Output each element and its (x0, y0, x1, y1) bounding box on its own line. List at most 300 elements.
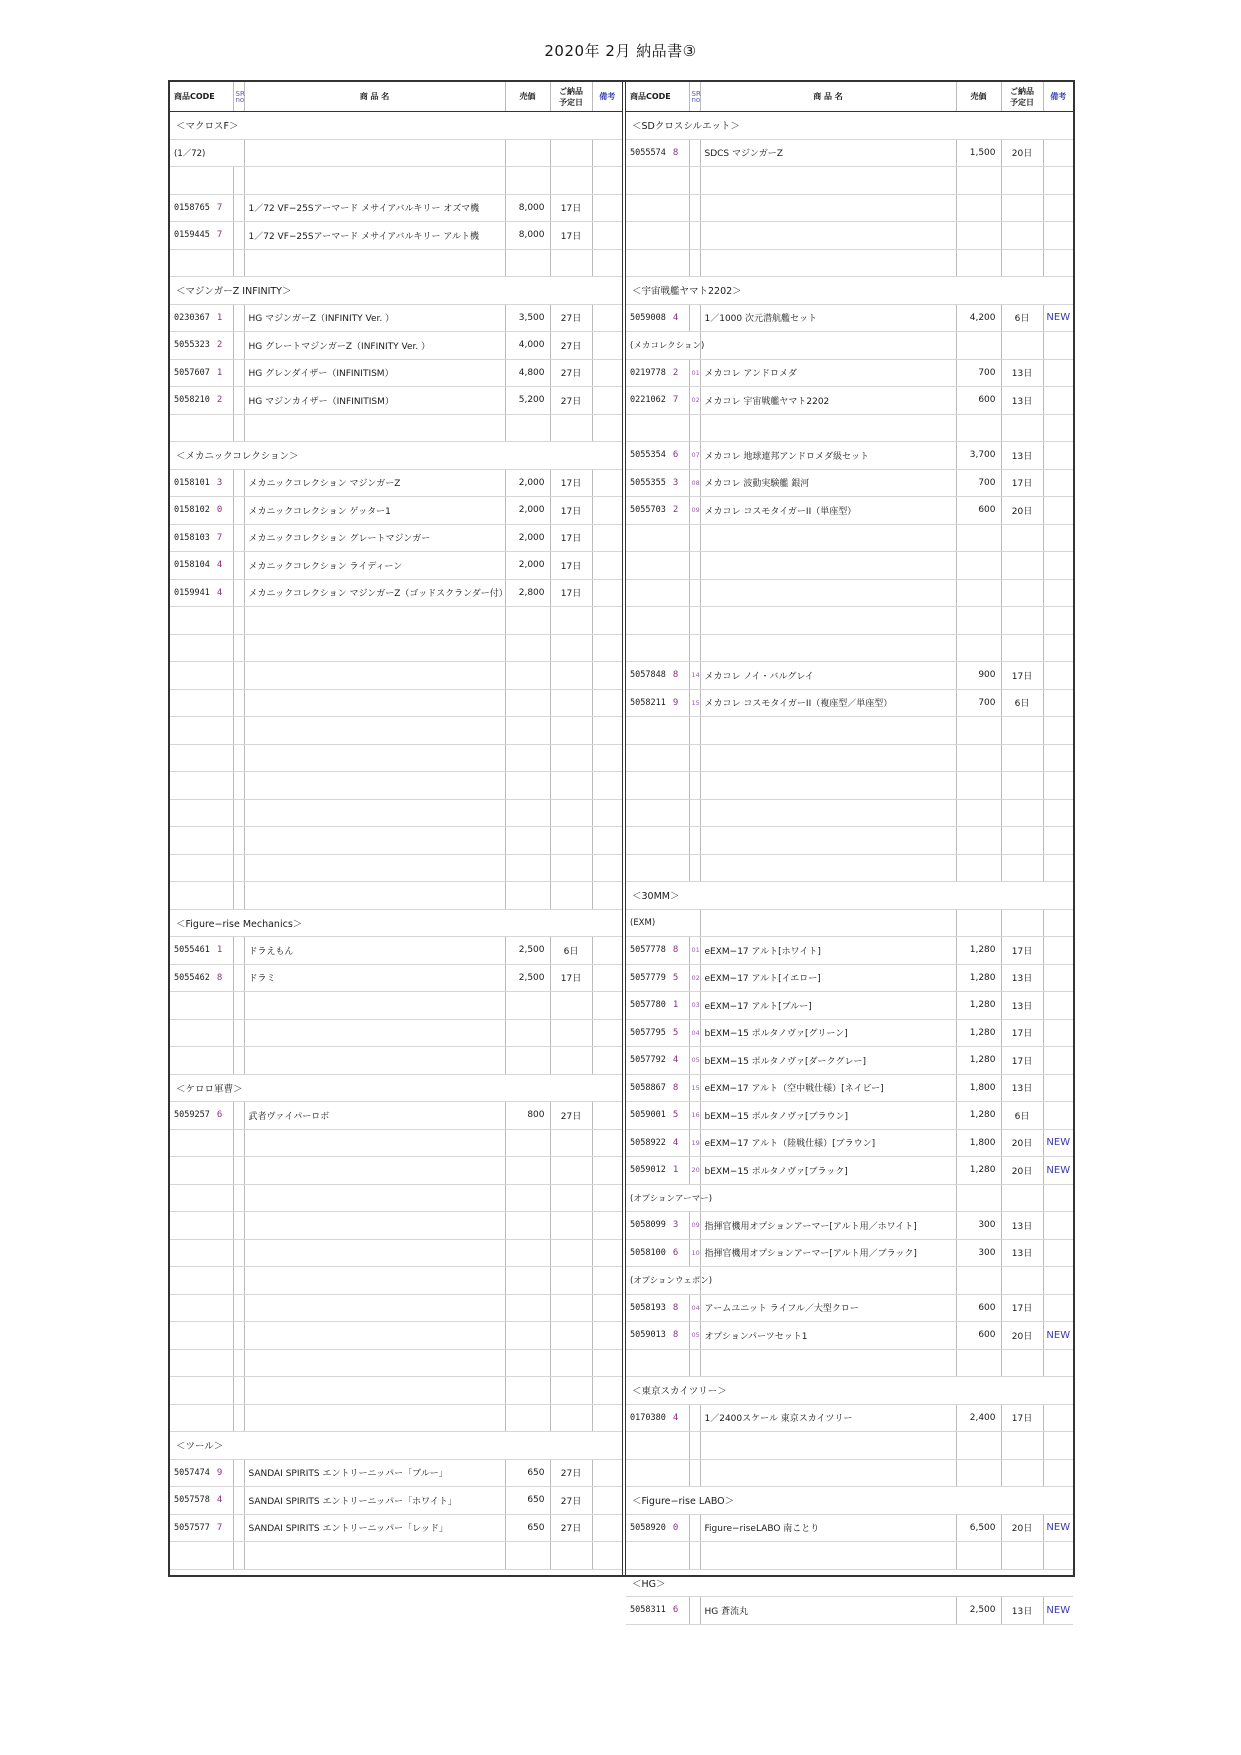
sr-number: 10 (689, 1239, 700, 1267)
sr-number (233, 332, 244, 360)
note-badge (592, 1102, 622, 1130)
check-digit: 8 (672, 147, 679, 158)
empty-row (170, 249, 622, 277)
empty-cell (689, 717, 700, 745)
empty-cell (244, 992, 505, 1020)
note-badge (592, 359, 622, 387)
empty-cell (592, 1267, 622, 1295)
sr-number (689, 139, 700, 167)
product-name: eEXM−17 アルト[ホワイト] (700, 937, 956, 965)
product-row (626, 1102, 1073, 1130)
product-name: 武者ヴァイパーロボ (244, 1102, 505, 1130)
sr-number (233, 1102, 244, 1130)
delivery-date: 27日 (550, 359, 592, 387)
product-name: bEXM−15 ポルタノヴァ[ブラック] (700, 1157, 956, 1185)
empty-cell (592, 1239, 622, 1267)
empty-cell (626, 607, 689, 635)
product-code-value: 0170380 (630, 1412, 666, 1423)
empty-cell (689, 194, 700, 222)
header-date-bottom: 予定日 (559, 97, 583, 107)
empty-cell (592, 772, 622, 800)
product-code (170, 304, 233, 332)
product-price: 300 (956, 1212, 1001, 1240)
empty-cell (1043, 744, 1073, 772)
delivery-date: 27日 (550, 304, 592, 332)
empty-cell (233, 1129, 244, 1157)
product-code (170, 1487, 233, 1515)
empty-cell (956, 249, 1001, 277)
product-price: 2,500 (956, 1597, 1001, 1625)
empty-cell (550, 854, 592, 882)
empty-cell (550, 1212, 592, 1240)
product-code (626, 689, 689, 717)
empty-cell (592, 1129, 622, 1157)
empty-cell (1001, 414, 1043, 442)
delivery-date: 17日 (1001, 469, 1043, 497)
empty-cell (700, 552, 956, 580)
product-row (626, 442, 1073, 470)
header-row (170, 82, 622, 112)
check-digit: 0 (672, 1522, 679, 1533)
empty-row (626, 552, 1073, 580)
product-name: Figure−riseLABO 南ことり (700, 1514, 956, 1542)
note-badge (1043, 937, 1073, 965)
empty-cell (244, 634, 505, 662)
delivery-date: 6日 (1001, 689, 1043, 717)
empty-cell (505, 1267, 550, 1295)
empty-cell (956, 222, 1001, 250)
empty-cell (233, 1322, 244, 1350)
empty-cell (956, 744, 1001, 772)
empty-cell (550, 1404, 592, 1432)
empty-cell (244, 882, 505, 910)
empty-cell (592, 1019, 622, 1047)
sr-number: 03 (689, 992, 700, 1020)
sr-number: 08 (689, 469, 700, 497)
category-row (626, 277, 1073, 305)
empty-cell (170, 1157, 233, 1185)
product-name: SANDAI SPIRITS エントリーニッパー「ホワイト」 (244, 1487, 505, 1515)
product-price: 1,500 (956, 139, 1001, 167)
empty-cell (170, 662, 233, 690)
product-code (170, 469, 233, 497)
product-row (626, 139, 1073, 167)
product-code (170, 332, 233, 360)
product-code-value: 5058922 (630, 1137, 666, 1148)
empty-cell (626, 854, 689, 882)
product-row (626, 1212, 1073, 1240)
empty-cell (505, 1019, 550, 1047)
empty-cell (689, 854, 700, 882)
empty-cell (700, 744, 956, 772)
empty-cell (1001, 744, 1043, 772)
empty-cell (592, 1349, 622, 1377)
product-row (626, 992, 1073, 1020)
empty-cell (170, 634, 233, 662)
header-sr-top: SR (691, 89, 701, 98)
empty-cell (170, 772, 233, 800)
empty-row (170, 744, 622, 772)
empty-cell (550, 1322, 592, 1350)
empty-cell (505, 1542, 550, 1570)
empty-cell (244, 744, 505, 772)
header-code: 商品CODE (626, 82, 689, 112)
product-row (170, 194, 622, 222)
product-code (170, 579, 233, 607)
empty-cell (592, 139, 622, 167)
empty-cell (505, 744, 550, 772)
product-name: bEXM−15 ポルタノヴァ[ダークグレー] (700, 1047, 956, 1075)
header-code: 商品CODE (170, 82, 233, 112)
sr-number: 16 (689, 1102, 700, 1130)
empty-cell (1043, 634, 1073, 662)
empty-cell (592, 799, 622, 827)
empty-cell (689, 1432, 700, 1460)
empty-cell (689, 827, 700, 855)
product-price: 650 (505, 1514, 550, 1542)
empty-cell (1043, 1184, 1073, 1212)
empty-cell (233, 854, 244, 882)
empty-cell (170, 744, 233, 772)
category-row (170, 442, 622, 470)
empty-cell (550, 799, 592, 827)
product-code (626, 1597, 689, 1625)
product-code-value: 5058100 (630, 1247, 666, 1258)
empty-cell (700, 1542, 956, 1570)
check-digit: 6 (672, 450, 679, 461)
product-row (626, 1239, 1073, 1267)
note-badge (592, 194, 622, 222)
empty-cell (1001, 249, 1043, 277)
header-date-top: ご納品 (559, 86, 583, 96)
subcategory-label: (EXM) (626, 909, 700, 937)
product-code (626, 387, 689, 415)
note-badge (1043, 1212, 1073, 1240)
product-row (626, 1322, 1073, 1350)
category-label: ＜宇宙戦艦ヤマト2202＞ (626, 277, 1073, 305)
empty-cell (956, 772, 1001, 800)
empty-cell (626, 194, 689, 222)
product-name: 指揮官機用オプションアーマー[アルト用／ブラック] (700, 1239, 956, 1267)
product-name: HG マジンガーZ（INFINITY Ver. ） (244, 304, 505, 332)
empty-cell (700, 249, 956, 277)
check-digit: 1 (672, 1000, 679, 1011)
sr-number (233, 1459, 244, 1487)
product-code-value: 5057792 (630, 1055, 666, 1066)
empty-cell (244, 1267, 505, 1295)
product-price: 1,800 (956, 1074, 1001, 1102)
product-row (170, 387, 622, 415)
product-row (170, 1102, 622, 1130)
empty-cell (592, 607, 622, 635)
product-code (626, 359, 689, 387)
empty-cell (700, 579, 956, 607)
empty-cell (233, 1377, 244, 1405)
empty-cell (233, 167, 244, 195)
empty-cell (700, 1459, 956, 1487)
empty-cell (956, 1267, 1001, 1295)
check-digit: 1 (216, 945, 223, 956)
empty-cell (1043, 167, 1073, 195)
product-code-value: 0219778 (630, 367, 666, 378)
product-code (170, 524, 233, 552)
empty-cell (244, 414, 505, 442)
note-badge (592, 579, 622, 607)
empty-cell (505, 167, 550, 195)
empty-cell (592, 1542, 622, 1570)
product-name: メカコレ 宇宙戦艦ヤマト2202 (700, 387, 956, 415)
empty-row (626, 524, 1073, 552)
empty-cell (505, 1047, 550, 1075)
sr-number: 09 (689, 497, 700, 525)
empty-row (170, 1267, 622, 1295)
empty-cell (1001, 524, 1043, 552)
header-name: 商 品 名 (700, 82, 956, 112)
header-date (550, 82, 592, 112)
product-price: 700 (956, 469, 1001, 497)
product-code (626, 1294, 689, 1322)
empty-cell (233, 634, 244, 662)
empty-row (626, 1432, 1073, 1460)
sr-number: 14 (689, 662, 700, 690)
note-badge (592, 937, 622, 965)
sr-number: 02 (689, 387, 700, 415)
product-code-value: 5055354 (630, 450, 666, 461)
product-code-value: 5057577 (174, 1522, 210, 1533)
empty-cell (233, 414, 244, 442)
product-code-value: 5055461 (174, 945, 210, 956)
product-name: SANDAI SPIRITS エントリーニッパー「ブルー」 (244, 1459, 505, 1487)
delivery-date: 20日 (1001, 1514, 1043, 1542)
empty-cell (505, 772, 550, 800)
product-row (170, 524, 622, 552)
empty-cell (244, 854, 505, 882)
product-name: eEXM−17 アルト[ブルー] (700, 992, 956, 1020)
sr-number: 20 (689, 1157, 700, 1185)
empty-cell (1043, 909, 1073, 937)
category-label: ＜メカニックコレクション＞ (170, 442, 622, 470)
header-price: 売価 (956, 82, 1001, 112)
product-code-value: 5055462 (174, 972, 210, 983)
sr-number (233, 524, 244, 552)
empty-cell (1043, 1267, 1073, 1295)
empty-cell (550, 717, 592, 745)
check-digit: 4 (216, 587, 223, 598)
note-badge (592, 1514, 622, 1542)
note-badge (1043, 139, 1073, 167)
product-price: 600 (956, 1294, 1001, 1322)
empty-row (170, 662, 622, 690)
sr-number: 05 (689, 1322, 700, 1350)
empty-row (170, 1349, 622, 1377)
empty-cell (1001, 827, 1043, 855)
empty-row (170, 882, 622, 910)
note-badge (1043, 1047, 1073, 1075)
product-price: 4,800 (505, 359, 550, 387)
delivery-date: 17日 (550, 194, 592, 222)
product-name: アームユニット ライフル／大型クロー (700, 1294, 956, 1322)
empty-row (170, 1322, 622, 1350)
note-badge (1043, 662, 1073, 690)
product-price: 700 (956, 689, 1001, 717)
delivery-date: 17日 (550, 579, 592, 607)
empty-cell (505, 827, 550, 855)
empty-cell (233, 607, 244, 635)
empty-cell (233, 1184, 244, 1212)
product-price: 6,500 (956, 1514, 1001, 1542)
product-code-value: 5059257 (174, 1110, 210, 1121)
product-code-value: 5057779 (630, 972, 666, 983)
empty-cell (505, 1212, 550, 1240)
product-name: オプションパーツセット1 (700, 1322, 956, 1350)
empty-cell (170, 1404, 233, 1432)
empty-cell (244, 1349, 505, 1377)
empty-cell (689, 579, 700, 607)
header-price: 売価 (505, 82, 550, 112)
empty-cell (170, 1047, 233, 1075)
product-price: 8,000 (505, 222, 550, 250)
empty-cell (244, 717, 505, 745)
empty-cell (1043, 414, 1073, 442)
empty-cell (170, 717, 233, 745)
check-digit: 8 (216, 972, 223, 983)
product-code (170, 937, 233, 965)
product-code-value: 5059008 (630, 312, 666, 323)
category-row (170, 112, 622, 140)
empty-cell (244, 1129, 505, 1157)
subcategory-row (626, 1267, 1073, 1295)
empty-cell (233, 1404, 244, 1432)
product-price: 800 (505, 1102, 550, 1130)
empty-cell (550, 634, 592, 662)
check-digit: 7 (216, 1522, 223, 1533)
empty-cell (956, 1459, 1001, 1487)
note-badge (1043, 1239, 1073, 1267)
empty-cell (700, 827, 956, 855)
empty-cell (592, 167, 622, 195)
delivery-date: 27日 (550, 332, 592, 360)
empty-cell (700, 909, 956, 937)
product-row (626, 1019, 1073, 1047)
empty-cell (1043, 524, 1073, 552)
empty-cell (689, 414, 700, 442)
check-digit: 5 (672, 1027, 679, 1038)
header-date (1001, 82, 1043, 112)
delivery-date: 20日 (1001, 1322, 1043, 1350)
product-row (626, 359, 1073, 387)
delivery-date: 27日 (550, 1487, 592, 1515)
product-code (170, 1102, 233, 1130)
empty-cell (170, 607, 233, 635)
subcategory-row (626, 909, 1073, 937)
empty-cell (550, 1267, 592, 1295)
header-name: 商 品 名 (244, 82, 505, 112)
sr-number: 19 (689, 1129, 700, 1157)
empty-cell (550, 139, 592, 167)
product-row (626, 1157, 1073, 1185)
subcategory-label: (1／72) (170, 139, 244, 167)
check-digit: 7 (216, 202, 223, 213)
empty-cell (626, 1349, 689, 1377)
empty-cell (233, 1542, 244, 1570)
delivery-date: 17日 (550, 469, 592, 497)
empty-cell (956, 799, 1001, 827)
empty-cell (244, 1019, 505, 1047)
product-name: HG グレートマジンガーZ（INFINITY Ver. ） (244, 332, 505, 360)
empty-cell (689, 772, 700, 800)
empty-cell (626, 552, 689, 580)
product-code (626, 1074, 689, 1102)
left-body (170, 112, 622, 1570)
product-code (626, 1102, 689, 1130)
empty-row (170, 1019, 622, 1047)
empty-cell (233, 1019, 244, 1047)
category-label: ＜マジンガーZ INFINITY＞ (170, 277, 622, 305)
empty-cell (1043, 827, 1073, 855)
product-row (170, 964, 622, 992)
product-price: 1,280 (956, 1047, 1001, 1075)
empty-cell (956, 194, 1001, 222)
empty-cell (1001, 1267, 1043, 1295)
empty-cell (956, 717, 1001, 745)
product-code (170, 1514, 233, 1542)
empty-cell (1043, 579, 1073, 607)
empty-cell (505, 799, 550, 827)
product-name: ドラえもん (244, 937, 505, 965)
product-name: 1／72 VF−25Sアーマード メサイアバルキリー オズマ機 (244, 194, 505, 222)
delivery-date: 27日 (550, 1514, 592, 1542)
empty-cell (700, 607, 956, 635)
empty-cell (592, 854, 622, 882)
product-code (170, 964, 233, 992)
category-row (170, 1074, 622, 1102)
empty-cell (550, 249, 592, 277)
empty-cell (592, 717, 622, 745)
delivery-date: 17日 (1001, 662, 1043, 690)
empty-cell (550, 1377, 592, 1405)
product-name: メカニックコレクション マジンガーZ（ゴッドスクランダー付） (244, 579, 505, 607)
product-code (626, 1322, 689, 1350)
product-row (170, 1514, 622, 1542)
product-price: 3,500 (505, 304, 550, 332)
empty-cell (626, 772, 689, 800)
delivery-date: 20日 (1001, 1129, 1043, 1157)
empty-cell (1001, 772, 1043, 800)
product-code (170, 552, 233, 580)
empty-row (626, 772, 1073, 800)
empty-cell (244, 1212, 505, 1240)
product-name: 1／1000 次元潜航艦セット (700, 304, 956, 332)
sr-number (689, 1514, 700, 1542)
note-badge (592, 332, 622, 360)
subcategory-label: (オプションウェポン) (626, 1267, 700, 1295)
empty-row (626, 579, 1073, 607)
sr-number (233, 964, 244, 992)
sr-number: 07 (689, 442, 700, 470)
sr-number: 04 (689, 1019, 700, 1047)
product-code-value: 5057848 (630, 670, 666, 681)
product-code-value: 0158765 (174, 202, 210, 213)
check-digit: 7 (216, 230, 223, 241)
empty-row (626, 1459, 1073, 1487)
empty-cell (626, 634, 689, 662)
empty-cell (170, 799, 233, 827)
empty-cell (233, 717, 244, 745)
note-badge (592, 304, 622, 332)
empty-cell (956, 1349, 1001, 1377)
product-code-value: 5058867 (630, 1082, 666, 1093)
empty-row (170, 414, 622, 442)
